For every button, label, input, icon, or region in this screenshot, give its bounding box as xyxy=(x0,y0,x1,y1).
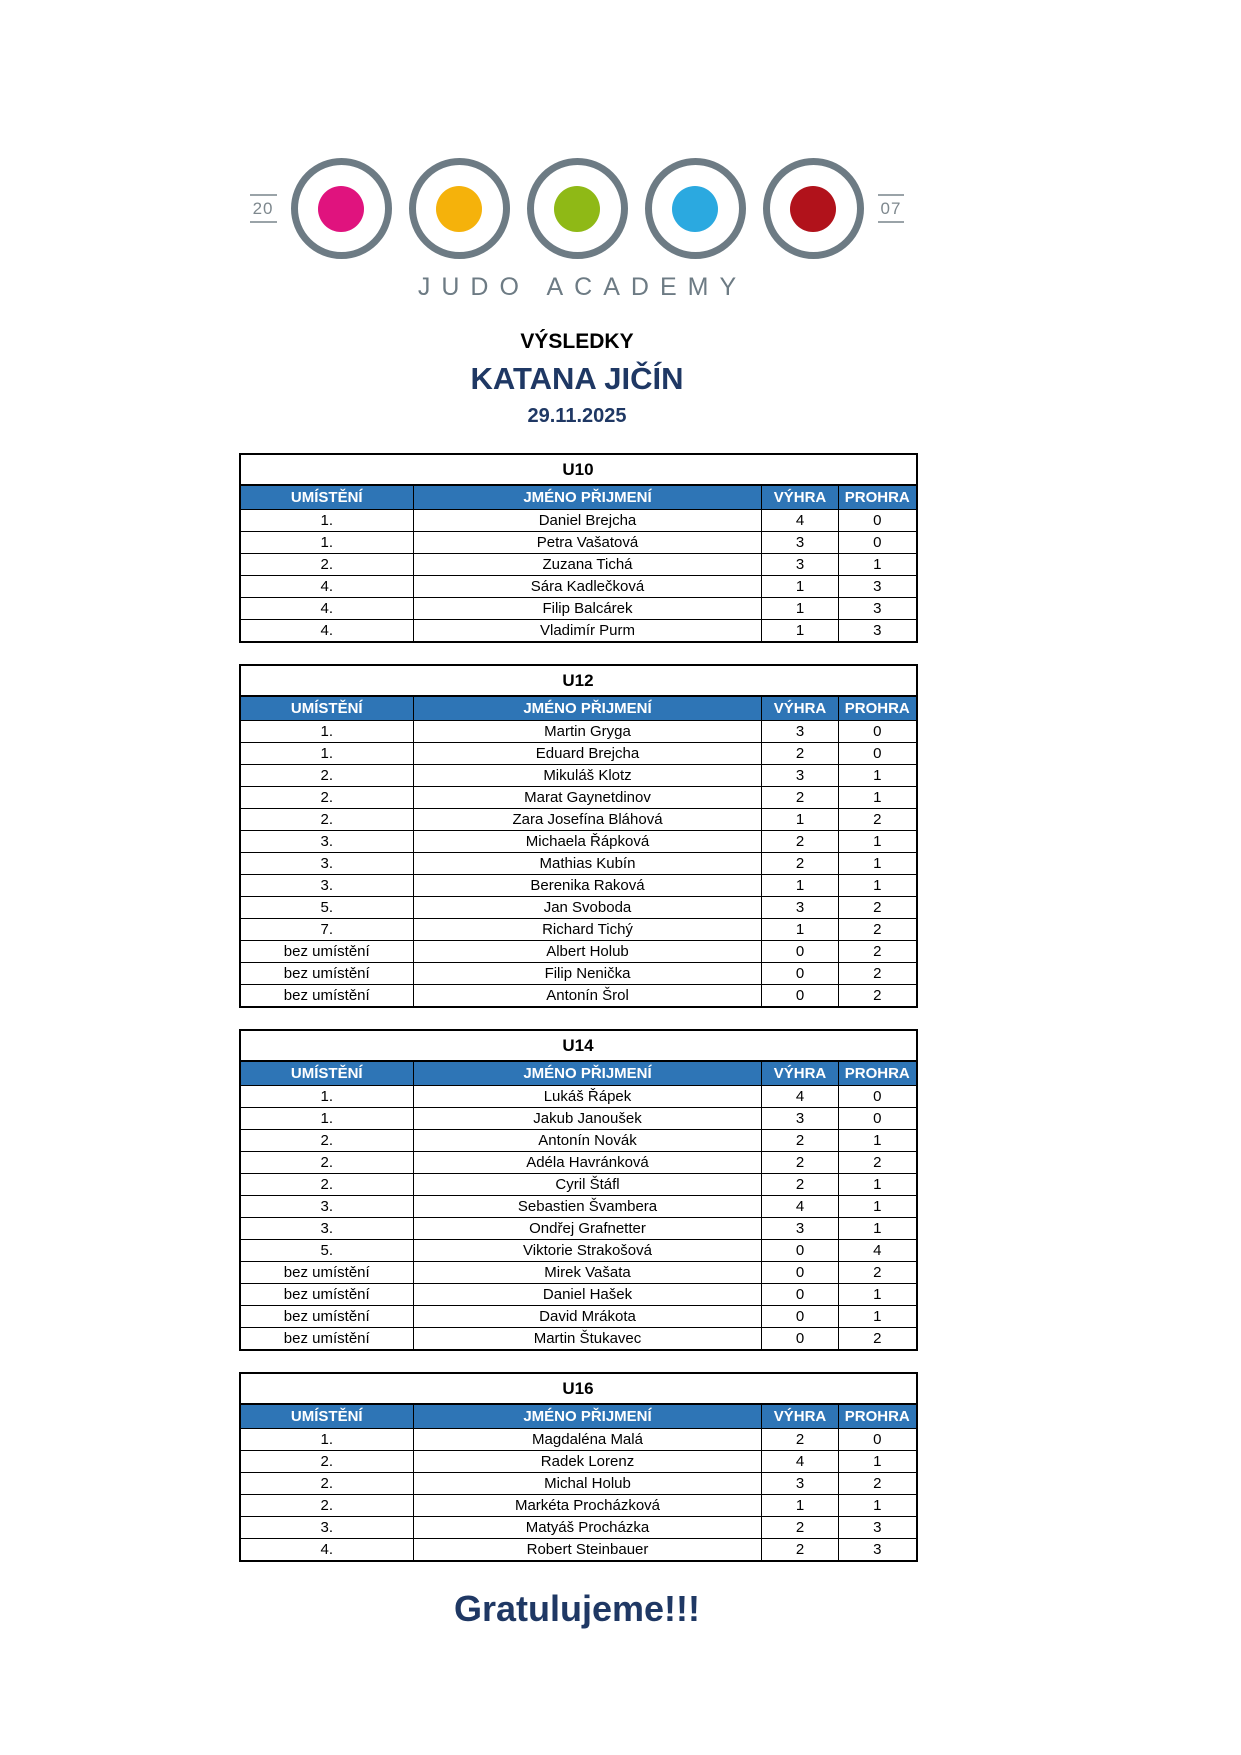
cell-place: bez umístění xyxy=(240,941,414,963)
cell-wins: 0 xyxy=(762,1328,839,1351)
cell-wins: 0 xyxy=(762,963,839,985)
cell-losses: 3 xyxy=(839,598,917,620)
cell-place: 1. xyxy=(240,1108,414,1130)
cell-place: 3. xyxy=(240,853,414,875)
table-row xyxy=(240,985,917,1008)
column-header-losses: PROHRA xyxy=(839,1404,917,1429)
cell-losses: 2 xyxy=(839,1328,917,1351)
cell-place: 1. xyxy=(240,1429,414,1451)
cell-place: 2. xyxy=(240,1152,414,1174)
column-header-placement: UMÍSTĚNÍ xyxy=(240,696,414,721)
category-title: U10 xyxy=(240,454,917,485)
cell-name: Antonín Šrol xyxy=(414,985,762,1008)
cell-losses: 0 xyxy=(839,743,917,765)
cell-losses: 0 xyxy=(839,721,917,743)
logo-dot-icon-5 xyxy=(790,186,836,232)
cell-name: Adéla Havránková xyxy=(414,1152,762,1174)
cell-losses: 2 xyxy=(839,919,917,941)
logo-dot-icon-1 xyxy=(318,186,364,232)
cell-name: Daniel Brejcha xyxy=(414,510,762,532)
cell-wins: 2 xyxy=(762,787,839,809)
cell-place: bez umístění xyxy=(240,985,414,1008)
cell-place: 2. xyxy=(240,1495,414,1517)
cell-losses: 1 xyxy=(839,1218,917,1240)
cell-place: 2. xyxy=(240,765,414,787)
cell-name: Lukáš Řápek xyxy=(414,1086,762,1108)
results-table-u10 xyxy=(239,453,918,643)
category-title: U14 xyxy=(240,1030,917,1061)
cell-place: 5. xyxy=(240,897,414,919)
cell-wins: 4 xyxy=(762,1451,839,1473)
column-header-losses: PROHRA xyxy=(839,1061,917,1086)
cell-wins: 2 xyxy=(762,743,839,765)
table-row xyxy=(240,897,917,919)
table-row xyxy=(240,1539,917,1562)
cell-place: bez umístění xyxy=(240,1284,414,1306)
cell-losses: 1 xyxy=(839,554,917,576)
cell-place: bez umístění xyxy=(240,963,414,985)
cell-place: 2. xyxy=(240,1451,414,1473)
event-date: 29.11.2025 xyxy=(527,405,627,427)
logo-circles-icon xyxy=(291,158,864,259)
cell-name: Petra Vašatová xyxy=(414,532,762,554)
cell-place: 2. xyxy=(240,787,414,809)
cell-wins: 3 xyxy=(762,765,839,787)
table-row xyxy=(240,1451,917,1473)
logo-ring-icon-1 xyxy=(291,158,392,259)
cell-name: Vladimír Purm xyxy=(414,620,762,643)
cell-name: Filip Nenička xyxy=(414,963,762,985)
cell-place: 3. xyxy=(240,1196,414,1218)
table-row xyxy=(240,620,917,643)
cell-place: 3. xyxy=(240,1517,414,1539)
cell-wins: 2 xyxy=(762,1174,839,1196)
cell-name: Michaela Řápková xyxy=(414,831,762,853)
cell-name: Albert Holub xyxy=(414,941,762,963)
table-row xyxy=(240,1152,917,1174)
table-row xyxy=(240,1284,917,1306)
table-row xyxy=(240,1306,917,1328)
logo-dot-icon-2 xyxy=(436,186,482,232)
cell-wins: 1 xyxy=(762,620,839,643)
cell-losses: 1 xyxy=(839,1306,917,1328)
cell-name: Sebastien Švambera xyxy=(414,1196,762,1218)
cell-wins: 1 xyxy=(762,576,839,598)
cell-wins: 0 xyxy=(762,941,839,963)
cell-losses: 0 xyxy=(839,510,917,532)
cell-wins: 3 xyxy=(762,532,839,554)
cell-wins: 0 xyxy=(762,1306,839,1328)
column-header-name: JMÉNO PŘIJMENÍ xyxy=(414,485,762,510)
cell-losses: 2 xyxy=(839,1262,917,1284)
cell-place: 3. xyxy=(240,1218,414,1240)
cell-name: Matyáš Procházka xyxy=(414,1517,762,1539)
cell-name: Mirek Vašata xyxy=(414,1262,762,1284)
cell-place: 1. xyxy=(240,532,414,554)
cell-name: Mathias Kubín xyxy=(414,853,762,875)
cell-losses: 3 xyxy=(839,576,917,598)
cell-wins: 3 xyxy=(762,897,839,919)
cell-place: 5. xyxy=(240,1240,414,1262)
cell-losses: 0 xyxy=(839,1108,917,1130)
cell-wins: 3 xyxy=(762,721,839,743)
cell-wins: 2 xyxy=(762,853,839,875)
cell-wins: 2 xyxy=(762,1539,839,1562)
cell-name: Antonín Novák xyxy=(414,1130,762,1152)
cell-losses: 1 xyxy=(839,831,917,853)
cell-losses: 3 xyxy=(839,1539,917,1562)
cell-place: 2. xyxy=(240,554,414,576)
cell-losses: 4 xyxy=(839,1240,917,1262)
cell-place: 1. xyxy=(240,510,414,532)
cell-losses: 1 xyxy=(839,1451,917,1473)
column-header-placement: UMÍSTĚNÍ xyxy=(240,1404,414,1429)
column-header-name: JMÉNO PŘIJMENÍ xyxy=(414,696,762,721)
cell-wins: 2 xyxy=(762,1152,839,1174)
cell-name: Daniel Hašek xyxy=(414,1284,762,1306)
cell-losses: 1 xyxy=(839,1174,917,1196)
cell-place: 1. xyxy=(240,721,414,743)
cell-losses: 1 xyxy=(839,1284,917,1306)
cell-name: Robert Steinbauer xyxy=(414,1539,762,1562)
table-row xyxy=(240,554,917,576)
cell-place: 4. xyxy=(240,1539,414,1562)
logo-ring-icon-4 xyxy=(645,158,746,259)
table-row xyxy=(240,1262,917,1284)
results-table-u14 xyxy=(239,1029,918,1351)
table-row xyxy=(240,941,917,963)
results-heading: VÝSLEDKY xyxy=(520,330,634,353)
cell-wins: 2 xyxy=(762,1517,839,1539)
cell-name: Richard Tichý xyxy=(414,919,762,941)
cell-place: 7. xyxy=(240,919,414,941)
cell-wins: 1 xyxy=(762,1495,839,1517)
logo-year-right: 07 xyxy=(878,194,905,223)
cell-place: 2. xyxy=(240,1473,414,1495)
table-row xyxy=(240,576,917,598)
column-header-placement: UMÍSTĚNÍ xyxy=(240,1061,414,1086)
cell-wins: 0 xyxy=(762,1262,839,1284)
cell-wins: 3 xyxy=(762,554,839,576)
cell-name: Sára Kadlečková xyxy=(414,576,762,598)
table-row xyxy=(240,963,917,985)
cell-losses: 1 xyxy=(839,875,917,897)
column-header-name: JMÉNO PŘIJMENÍ xyxy=(414,1404,762,1429)
table-row xyxy=(240,1174,917,1196)
column-header-losses: PROHRA xyxy=(839,696,917,721)
column-header-name: JMÉNO PŘIJMENÍ xyxy=(414,1061,762,1086)
cell-name: Zara Josefína Bláhová xyxy=(414,809,762,831)
column-header-wins: VÝHRA xyxy=(762,1404,839,1429)
logo-year-left: 20 xyxy=(250,194,277,223)
table-row xyxy=(240,1429,917,1451)
table-row xyxy=(240,510,917,532)
table-row xyxy=(240,1108,917,1130)
cell-losses: 1 xyxy=(839,765,917,787)
cell-name: David Mrákota xyxy=(414,1306,762,1328)
cell-wins: 3 xyxy=(762,1473,839,1495)
cell-wins: 2 xyxy=(762,1429,839,1451)
cell-name: Markéta Procházková xyxy=(414,1495,762,1517)
cell-name: Filip Balcárek xyxy=(414,598,762,620)
cell-place: 4. xyxy=(240,576,414,598)
table-row xyxy=(240,831,917,853)
cell-wins: 1 xyxy=(762,809,839,831)
cell-place: 4. xyxy=(240,620,414,643)
column-header-losses: PROHRA xyxy=(839,485,917,510)
category-title: U12 xyxy=(240,665,917,696)
logo-dot-icon-3 xyxy=(554,186,600,232)
column-header-wins: VÝHRA xyxy=(762,1061,839,1086)
cell-losses: 3 xyxy=(839,1517,917,1539)
cell-place: 1. xyxy=(240,1086,414,1108)
cell-name: Jan Svoboda xyxy=(414,897,762,919)
column-header-wins: VÝHRA xyxy=(762,485,839,510)
table-row xyxy=(240,853,917,875)
cell-losses: 2 xyxy=(839,963,917,985)
logo-ring-icon-3 xyxy=(527,158,628,259)
cell-wins: 0 xyxy=(762,985,839,1008)
cell-place: 2. xyxy=(240,809,414,831)
cell-wins: 3 xyxy=(762,1108,839,1130)
table-row xyxy=(240,1130,917,1152)
logo-dot-icon-4 xyxy=(672,186,718,232)
cell-losses: 2 xyxy=(839,985,917,1008)
cell-losses: 2 xyxy=(839,1152,917,1174)
cell-name: Berenika Raková xyxy=(414,875,762,897)
table-row xyxy=(240,1517,917,1539)
cell-name: Ondřej Grafnetter xyxy=(414,1218,762,1240)
cell-wins: 1 xyxy=(762,598,839,620)
cell-name: Radek Lorenz xyxy=(414,1451,762,1473)
cell-losses: 0 xyxy=(839,532,917,554)
cell-wins: 4 xyxy=(762,1086,839,1108)
cell-name: Michal Holub xyxy=(414,1473,762,1495)
column-header-placement: UMÍSTĚNÍ xyxy=(240,485,414,510)
cell-name: Cyril Štáfl xyxy=(414,1174,762,1196)
cell-losses: 2 xyxy=(839,1473,917,1495)
cell-place: 4. xyxy=(240,598,414,620)
logo-ring-icon-5 xyxy=(763,158,864,259)
table-row xyxy=(240,1328,917,1351)
cell-losses: 2 xyxy=(839,941,917,963)
cell-name: Jakub Janoušek xyxy=(414,1108,762,1130)
cell-place: bez umístění xyxy=(240,1306,414,1328)
table-row xyxy=(240,1473,917,1495)
cell-place: bez umístění xyxy=(240,1262,414,1284)
results-table-u12 xyxy=(239,664,918,1008)
cell-place: 2. xyxy=(240,1130,414,1152)
cell-name: Marat Gaynetdinov xyxy=(414,787,762,809)
cell-wins: 4 xyxy=(762,510,839,532)
cell-wins: 0 xyxy=(762,1284,839,1306)
congrats-text: Gratulujeme!!! xyxy=(453,1588,701,1629)
cell-wins: 0 xyxy=(762,1240,839,1262)
logo-ring-icon-2 xyxy=(409,158,510,259)
table-row xyxy=(240,809,917,831)
column-header-wins: VÝHRA xyxy=(762,696,839,721)
cell-losses: 2 xyxy=(839,809,917,831)
table-row xyxy=(240,787,917,809)
cell-name: Eduard Brejcha xyxy=(414,743,762,765)
cell-place: 1. xyxy=(240,743,414,765)
table-row xyxy=(240,1086,917,1108)
cell-losses: 0 xyxy=(839,1429,917,1451)
cell-losses: 1 xyxy=(839,1196,917,1218)
table-row xyxy=(240,919,917,941)
cell-wins: 1 xyxy=(762,875,839,897)
table-row xyxy=(240,1495,917,1517)
table-row xyxy=(240,765,917,787)
category-title: U16 xyxy=(240,1373,917,1404)
cell-name: Viktorie Strakošová xyxy=(414,1240,762,1262)
table-row xyxy=(240,1196,917,1218)
cell-place: bez umístění xyxy=(240,1328,414,1351)
cell-losses: 0 xyxy=(839,1086,917,1108)
cell-name: Mikuláš Klotz xyxy=(414,765,762,787)
cell-wins: 2 xyxy=(762,831,839,853)
cell-name: Martin Štukavec xyxy=(414,1328,762,1351)
results-table-u16 xyxy=(239,1372,918,1562)
event-title: KATANA JIČÍN xyxy=(470,361,684,396)
table-row xyxy=(240,743,917,765)
cell-name: Magdaléna Malá xyxy=(414,1429,762,1451)
cell-place: 3. xyxy=(240,831,414,853)
cell-losses: 1 xyxy=(839,1495,917,1517)
cell-wins: 1 xyxy=(762,919,839,941)
table-row xyxy=(240,532,917,554)
table-row xyxy=(240,1240,917,1262)
cell-losses: 3 xyxy=(839,620,917,643)
cell-losses: 1 xyxy=(839,787,917,809)
cell-name: Zuzana Tichá xyxy=(414,554,762,576)
judo-academy-logo xyxy=(0,0,1154,259)
cell-losses: 1 xyxy=(839,1130,917,1152)
table-row xyxy=(240,598,917,620)
cell-wins: 2 xyxy=(762,1130,839,1152)
table-row xyxy=(240,1218,917,1240)
cell-wins: 4 xyxy=(762,1196,839,1218)
cell-losses: 2 xyxy=(839,897,917,919)
table-row xyxy=(240,721,917,743)
cell-wins: 3 xyxy=(762,1218,839,1240)
cell-name: Martin Gryga xyxy=(414,721,762,743)
table-row xyxy=(240,875,917,897)
logo-brand-text: JUDO ACADEMY xyxy=(417,273,748,301)
cell-losses: 1 xyxy=(839,853,917,875)
results-tables xyxy=(239,453,916,1562)
cell-place: 3. xyxy=(240,875,414,897)
cell-place: 2. xyxy=(240,1174,414,1196)
